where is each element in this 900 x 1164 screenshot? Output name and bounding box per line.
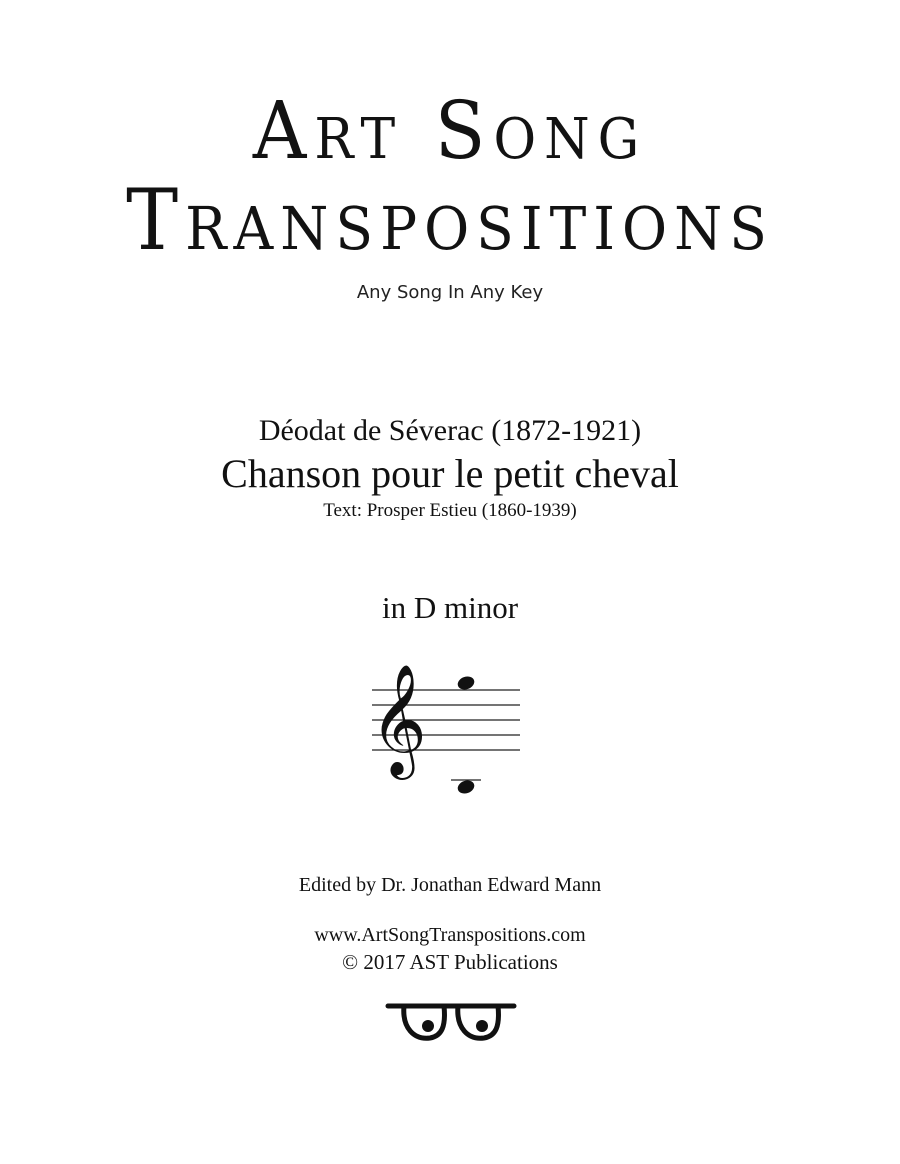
treble-clef-icon: 𝄞 <box>370 663 427 775</box>
ast-logo-icon <box>384 998 518 1046</box>
vocal-range-staff <box>368 652 528 802</box>
website-link[interactable]: www.ArtSongTranspositions.com <box>314 924 586 946</box>
brand-title-line-1: Art Song <box>252 84 648 178</box>
text-credit: Text: Prosper Estieu (1860-1939) <box>323 500 577 521</box>
key-label: in D minor <box>381 590 519 625</box>
song-title: Chanson pour le petit cheval <box>221 451 679 496</box>
copyright-notice: © 2017 AST Publications <box>342 950 558 974</box>
note-lowest <box>456 778 476 795</box>
composer-name: Déodat de Séverac (1872-1921) <box>258 414 642 447</box>
editor-credit: Edited by Dr. Jonathan Edward Mann <box>298 874 602 896</box>
brand-title-line-2: Transpositions <box>126 172 774 270</box>
note-highest <box>456 674 476 691</box>
tagline: Any Song In Any Key <box>356 282 544 303</box>
